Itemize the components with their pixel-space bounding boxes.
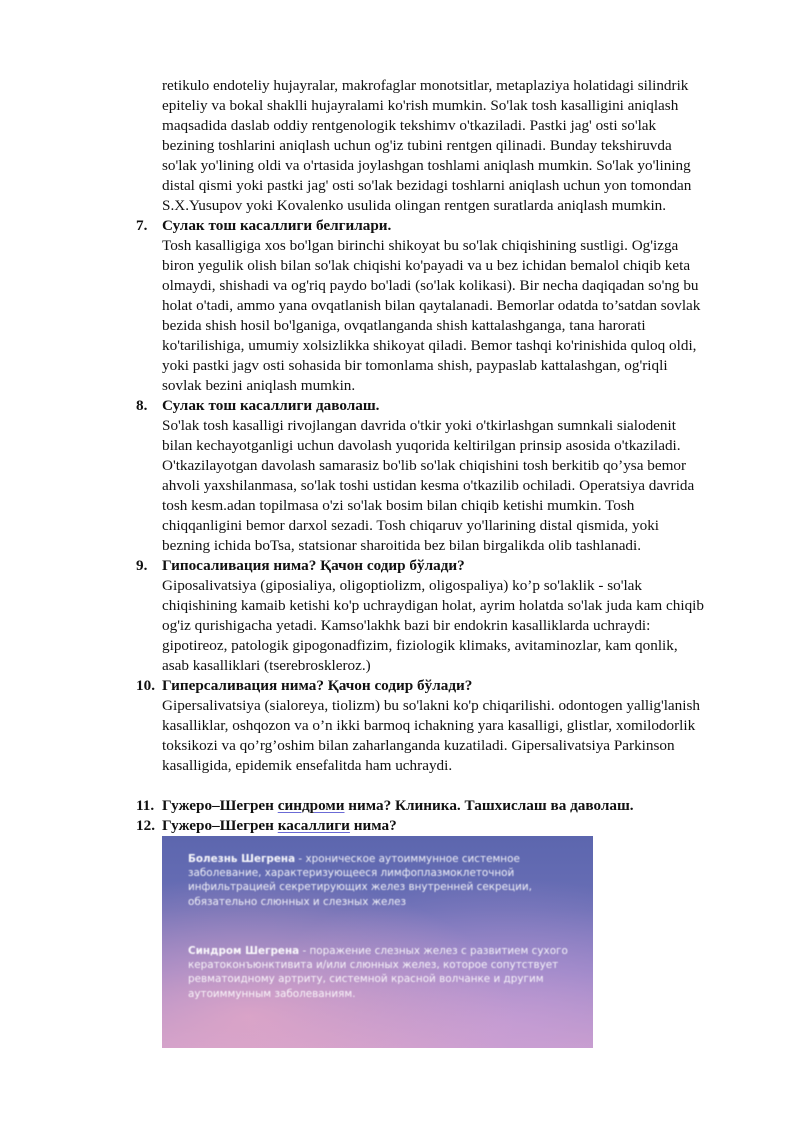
slide-term: Болезнь Шегрена (188, 853, 296, 865)
section-heading: Гипосаливация нима? Қачон содир бўлади? (162, 557, 465, 574)
text-line: So'lak tosh kasalligi rivojlangan davrida o'tkir yoki o'tkirlashgan sumnkali sialodenit (162, 417, 676, 434)
list-item-11 (136, 796, 742, 816)
list-number: 9. (136, 557, 148, 574)
text-line: toksikozi va qo’rg’oshim bilan zaharlanganda kuzatiladi. Gipersalivatsiya Parkinson (162, 737, 675, 754)
list-number: 8. (136, 397, 148, 414)
text-line: tosh kesm.adan topilmasa o'zi so'lak bosim bilan chiqib ketishi mumkin. Tosh (162, 497, 635, 514)
text-line: ahvoli yaxshilanmasa, so'lak toshi ustidan kesma o'tkazilib ochiladi. Operatsiya davrida (162, 477, 695, 494)
document-body (136, 76, 742, 836)
text-line: bezida shish hosil bo'lganiga, ovqatlanganda shish kattalashganga, tana harorati (162, 317, 646, 334)
text-line: kasalliklar, oshqozon va o’n ikki barmoq ichakning yara kasalligi, glistlar, xomilodorlik (162, 717, 696, 734)
text-line: chiqqanligini bemor darxol sezadi. Tosh chiqaruv yo'llarining distal qismida, yoki (162, 517, 660, 534)
embedded-slide-image (162, 836, 593, 1048)
slide-text: - поражение слезных желез с развитием сухого кератоконъюнктивита и/или слюнных желез, которое сопутствует ревматоидному артриту, системной красной волчанке и другим аутоиммунным заболеваниям. (188, 945, 568, 1000)
text-line: kasalligida, epidemik ensefalitda ham uchraydi. (162, 757, 453, 774)
text-line: chiqishining kamaib ketishi ko'p uchraydigan holat, ayrim holatda so'lak juda kam chiqib (162, 597, 704, 614)
section-heading (162, 796, 742, 816)
text-line: O'tkazilayotgan davolash samarasiz bo'lib so'lak chiqishini tosh berkitib qo’ysa bemor (162, 457, 687, 474)
heading-part: Гужеро–Шегрен (162, 797, 278, 814)
slide-term: Синдром Шегрена (188, 945, 300, 957)
text-line: holat o'tadi, ammo yana ovqatlanish bilan qaytalanadi. Bemorlar odatda to’satdan sovlak (162, 297, 701, 314)
section-heading (162, 816, 742, 836)
text-line: olmaydi, shishadi va og'riq paydo bo'ladi (so'lak kolikasi). Bir necha daqiqadan so'ng bu (162, 277, 699, 294)
underlined-term: касаллиги (277, 817, 350, 834)
text-line: so'lak yo'lining oldi va o'rtasida joylashgan toshlami aniqlash mumkin. So'lak yo'lining (162, 157, 691, 174)
slide-text: - хроническое аутоиммунное системное заболевание, характеризующееся лимфоплазмоклеточной инфильтрацией секретирующих желез внутренней секреции, обязательно слюнных и слезных желез (188, 853, 532, 908)
spacer (162, 776, 742, 796)
slide-definition-disease (188, 852, 578, 909)
text-line: Gipersalivatsiya (sialoreya, tiolizm) bu so'lakni ko'p chiqarilishi. odontogen yallig'lanish (162, 697, 700, 714)
slide-definition-syndrome (188, 944, 578, 1001)
text-line: yoki pastki jagv osti sohasida bir tomonlama shish, paypaslab kattalashgan, og'riqli (162, 357, 668, 374)
text-line: bezning ichida boTsa, statsionar sharoitida bez bilan birgalikda olib tashlanadi. (162, 537, 642, 554)
text-line: ko'tarilishiga, umumiy xolsizlikka shikoyat qiladi. Bemor tashqi ko'rinishida quloq oldi, (162, 337, 697, 354)
text-line: biron yegulik olish bilan so'lak chiqishi ko'payadi va u bez ichidan bemalol chiqib keta (162, 257, 691, 274)
section-heading: Гиперсаливация нима? Қачон содир бўлади? (162, 677, 473, 694)
text-line: sovlak bezini aniqlash mumkin. (162, 377, 356, 394)
text-line: retikulo endoteliy hujayralar, makrofaglar monotsitlar, metaplaziya holatidagi silindrik (162, 77, 689, 94)
heading-part: Гужеро–Шегрен (162, 817, 278, 834)
text-line: gipotireoz, patologik gipogonadfizim, fiziologik klimaks, avitaminozlar, kam qonlik, (162, 637, 678, 654)
list-item-9 (136, 556, 742, 676)
list-item-8 (136, 396, 742, 556)
heading-part: нима? (349, 817, 397, 834)
section-heading: Сулак тош касаллиги даволаш. (162, 397, 380, 414)
list-number: 7. (136, 217, 148, 234)
heading-part: нима? Клиника. Ташхислаш ва даволаш. (344, 797, 634, 814)
text-line: og'iz qurishigacha yetadi. Kamso'lakhk bazi bir endokrin kasalliklarda uchraydi: (162, 617, 651, 634)
text-line: distal qismi yoki pastki jag' osti so'lak bezidagi toshlarni aniqlash uchun yon tomondan (162, 177, 692, 194)
text-line: S.X.Yusupov yoki Kovalenko usulida olingan rentgen suratlarda aniqlash mumkin. (162, 197, 667, 214)
list-item-12 (136, 816, 742, 836)
list-item-10 (136, 676, 742, 776)
list-number: 10. (136, 677, 155, 694)
text-line: bezining toshlarini aniqlash uchun og'iz tubini rentgen qilinadi. Bunday tekshiruvda (162, 137, 672, 154)
underlined-term: синдроми (277, 797, 345, 814)
intro-paragraph (162, 76, 742, 216)
text-line: epiteliy va bokal shaklli hujayralami ko'rish mumkin. So'lak tosh kasalligini aniqlash (162, 97, 679, 114)
list-item-7 (136, 216, 742, 396)
text-line: maqsadida daslab oddiy rentgenologik tekshimv o'tkaziladi. Pastki jag' osti so'lak (162, 117, 657, 134)
text-line: asab kasalliklari (tserebroskleroz.) (162, 657, 371, 674)
section-heading: Сулак тош касаллиги белгилари. (162, 217, 392, 234)
list-number: 11. (136, 797, 155, 814)
list-number: 12. (136, 817, 155, 834)
text-line: Giposalivatsiya (giposialiya, oligoptiolizm, oligospaliya) ko’p so'laklik - so'lak (162, 577, 643, 594)
text-line: Tosh kasalligiga xos bo'lgan birinchi shikoyat bu so'lak chiqishining sustligi. Og'izga (162, 237, 679, 254)
text-line: bilan kechayotganligi uchun davolash yuqorida keltirilgan prinsip asosida o'tkaziladi. (162, 437, 681, 454)
